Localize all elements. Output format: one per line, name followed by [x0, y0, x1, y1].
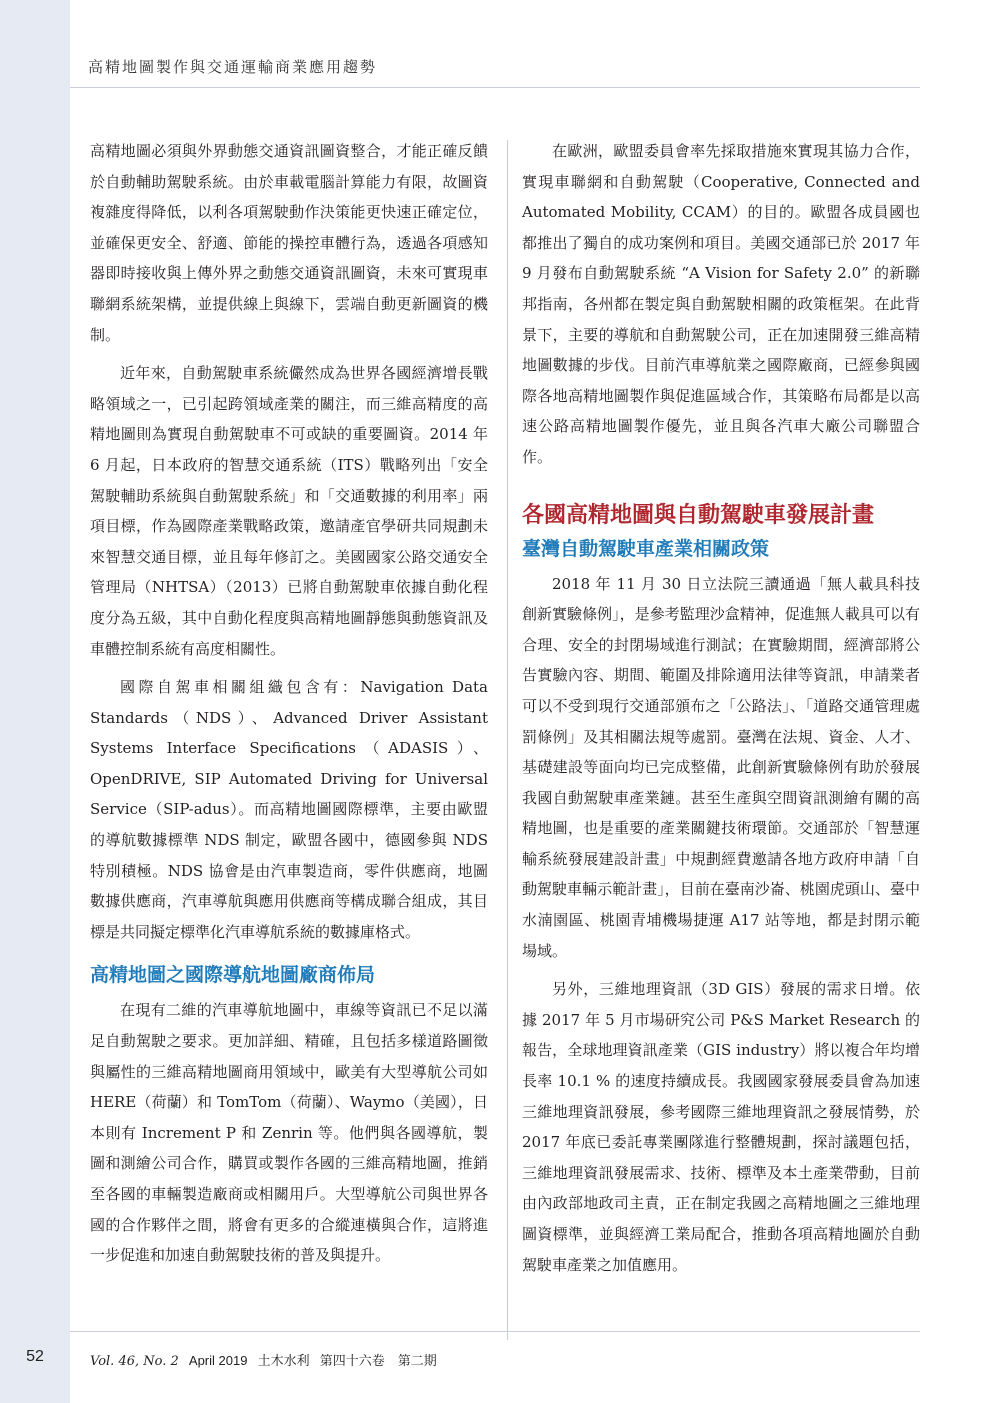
paragraph: 在現有二維的汽車導航地圖中，車線等資訊已不足以滿足自動駕駛之要求。更加詳細、精確，且包括多樣道路圖徵與屬性的三維高精地圖商用領域中，歐美有大型導航公司如 HERE（荷蘭）和 TomTom（荷蘭）、Waymo（美國），日本則有 Increment P 和 Zenrin 等。他們與各國導航，製圖和測繪公司合作，購買或製作各國的三維高精地圖，推銷至各國的車輛製造廠商或相關用戶。大型導航公司與世界各國的合作夥伴之間，將會有更多的合縱連橫與合作，這將進一步促進和加速自動駕駛技術的普及與提升。 — [90, 1001, 488, 1265]
section-heading-main: 各國高精地圖與自動駕駛車發展計畫 — [522, 502, 875, 528]
issue-date: April 2019 — [188, 1353, 248, 1368]
right-column — [522, 136, 920, 1288]
paragraph: 近年來，自動駕駛車系統儼然成為世界各國經濟增長戰略領域之一，已引起跨領域產業的關注，而三維高精度的高精地圖則為實現自動駕駛車不可或缺的重要圖資。2014 年 6 月起，日本政府的智慧交通系統（ITS）戰略列出「安全駕駛輔助系統與自動駕駛系統」和「交通數據的利用率」兩項目標，作為國際產業戰略政策，邀請產官學研共同規劃未來智慧交通目標，並且每年修訂之。美國國家公路交通安全管理局（NHTSA）（2013）已將自動駕駛車依據自動化程度分為五級，其中自動化程度與高精地圖靜態與動態資訊及車體控制系統有高度相關性。 — [90, 364, 488, 658]
section-heading: 高精地圖之國際導航地圖廠商佈局 — [90, 964, 376, 987]
footer-info — [90, 1350, 443, 1369]
left-column — [90, 136, 488, 1279]
paragraph: 在歐洲，歐盟委員會率先採取措施來實現其協力合作，實現車聯網和自動駕駛（Cooperative, Connected and Automated Mobility, CCAM）的目的。歐盟各成員國也都推出了獨自的成功案例和項目。美國交通部已於 2017 年 9 月發布自動駕駛系統 “A Vision for Safety 2.0” 的新聯邦指南，各州都在製定與自動駕駛相關的政策框架。在此背景下，主要的導航和自動駕駛公司，正在加速開發三維高精地圖數據的步伐。目前汽車導航業之國際廠商，已經參與國際各地高精地圖製作與促進區域合作，其策略布局都是以高速公路高精地圖製作優先，並且與各汽車大廠公司聯盟合作。 — [522, 142, 920, 466]
paragraph: 2018 年 11 月 30 日立法院三讀通過「無人載具科技創新實驗條例」，是參考監理沙盒精神，促進無人載具可以有合理、安全的封閉場域進行測試；在實驗期間，經濟部將公告實驗內容、期間、範圍及排除適用法律等資訊，申請業者可以不受到現行交通部頒布之「公路法」、「道路交通管理處罰條例」及其相關法規等處罰。臺灣在法規、資金、人才、基礎建設等面向均已完成整備，此創新實驗條例有助於發展我國自動駕駛車產業鏈。甚至生產與空間資訊測繪有關的高精地圖，也是重要的產業關鍵技術環節。交通部於「智慧運輸系統發展建設計畫」中規劃經費邀請各地方政府申請「自動駕駛車輛示範計畫」，目前在臺南沙崙、桃園虎頭山、臺中水湳園區、桃園青埔機場捷運 A17 站等地，都是封閉示範場域。 — [522, 574, 920, 960]
column-divider — [507, 140, 508, 1340]
issue-label: 第四十六卷 第二期 — [319, 1354, 437, 1369]
paragraph: 高精地圖必須與外界動態交通資訊圖資整合，才能正確反饋於自動輔助駕駛系統。由於車載電腦計算能力有限，故圖資複雜度得降低，以利各項駕駛動作決策能更快速正確定位，並確保更安全、舒適、節能的操控車體行為，透過各項感知器即時接收與上傳外界之動態交通資訊圖資，未來可實現車聯網系統架構，並提供線上與線下，雲端自動更新圖資的機制。 — [90, 142, 488, 344]
header-divider — [70, 87, 920, 88]
footer-divider — [70, 1331, 920, 1332]
page-number: 52 — [26, 1348, 44, 1365]
left-margin-band — [0, 0, 70, 1403]
paragraph: 另外，三維地理資訊（3D GIS）發展的需求日增。依據 2017 年 5 月市場研究公司 P&S Market Research 的報告，全球地理資訊產業（GIS industry）將以複合年均增長率 10.1 % 的速度持續成長。我國國家發展委員會為加速三維地理資訊發展，參考國際三維地理資訊之發展情勢，於 2017 年底已委託專業團隊進行整體規劃，探討議題包括，三維地理資訊發展需求、技術、標準及本土產業帶動，目前由內政部地政司主責，正在制定我國之高精地圖之三維地理圖資標準，並與經濟工業局配合，推動各項高精地圖於自動駕駛車產業之加值應用。 — [522, 980, 920, 1274]
volume-label: Vol. 46, No. 2 — [90, 1354, 179, 1369]
subsection-heading: 臺灣自動駕駛車產業相關政策 — [522, 537, 770, 560]
journal-name: 土木水利 — [257, 1354, 310, 1369]
running-header: 高精地圖製作與交通運輸商業應用趨勢 — [88, 58, 378, 76]
paragraph: 國際自駕車相關組織包含有：Navigation Data Standards（NDS）、Advanced Driver Assistant Systems Interface Specifications（ADASIS）、OpenDRIVE, SIP Automated Driving for Universal Service（SIP-adus）。而高精地圖國際標準，主要由歐盟的導航數據標準 NDS 制定，歐盟各國中，德國參與 NDS 特別積極。NDS 協會是由汽車製造商，零件供應商，地圖數據供應商，汽車導航與應用供應商等構成聯合組成，其目標是共同擬定標準化汽車導航系統的數據庫格式。 — [90, 678, 488, 941]
